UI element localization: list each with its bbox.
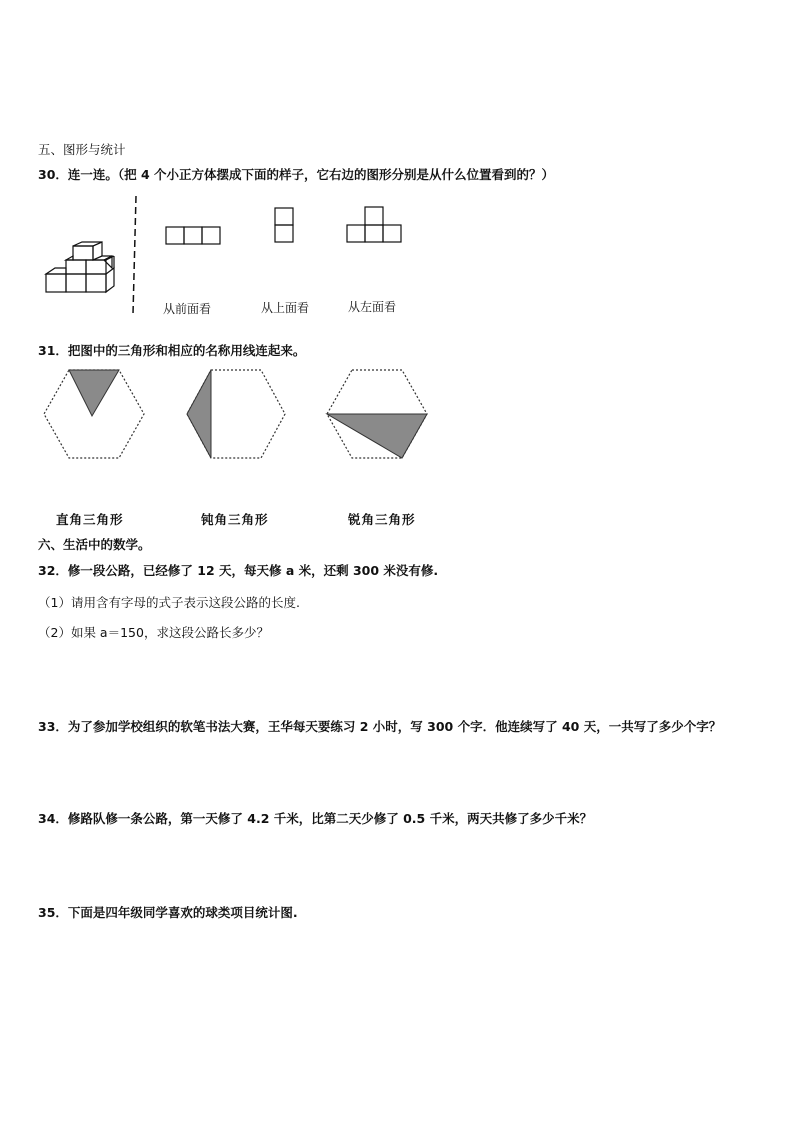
label-obtuse-triangle: 钝角三角形 — [201, 512, 269, 527]
hexagon-figure-3 — [325, 368, 429, 460]
hexagon-figure-1 — [42, 368, 146, 460]
question-35-text: 35．下面是四年级同学喜欢的球类项目统计图. — [38, 905, 298, 920]
hexagon-figure-2 — [185, 368, 287, 460]
label-right-triangle: 直角三角形 — [56, 512, 124, 527]
label-acute-triangle: 锐角三角形 — [348, 512, 416, 527]
question-31-text: 31．把图中的三角形和相应的名称用线连起来。 — [38, 343, 306, 358]
caption-left-view: 从左面看 — [348, 300, 397, 314]
question-32-part-2: （2）如果 a＝150，求这段公路长多少？ — [38, 625, 269, 640]
section-six-heading: 六、生活中的数学。 — [38, 537, 151, 552]
question-33-text: 33．为了参加学校组织的软笔书法大赛，王华每天要练习 2 小时，写 300 个字．他连续写了 40 天，一共写了多少个字？ — [38, 719, 722, 734]
caption-front-view: 从前面看 — [163, 302, 212, 316]
section-five-heading: 五、图形与统计 — [38, 142, 126, 157]
caption-top-view: 从上面看 — [261, 301, 310, 315]
top-view-figure — [274, 207, 295, 244]
left-view-figure — [346, 206, 402, 244]
question-30-text: 30．连一连。（把 4 个小正方体摆成下面的样子，它右边的图形分别是从什么位置看到的？） — [38, 167, 555, 182]
question-32-part-1: （1）请用含有字母的式子表示这段公路的长度. — [38, 595, 300, 610]
dashed-divider — [132, 196, 138, 316]
question-34-text: 34．修路队修一条公路，第一天修了 4.2 千米，比第二天少修了 0.5 千米，两天共修了多少千米？ — [38, 811, 593, 826]
front-view-figure — [165, 226, 221, 245]
stacked-cubes-figure — [44, 242, 128, 302]
question-32-text: 32．修一段公路，已经修了 12 天，每天修 a 米，还剩 300 米没有修. — [38, 563, 439, 578]
